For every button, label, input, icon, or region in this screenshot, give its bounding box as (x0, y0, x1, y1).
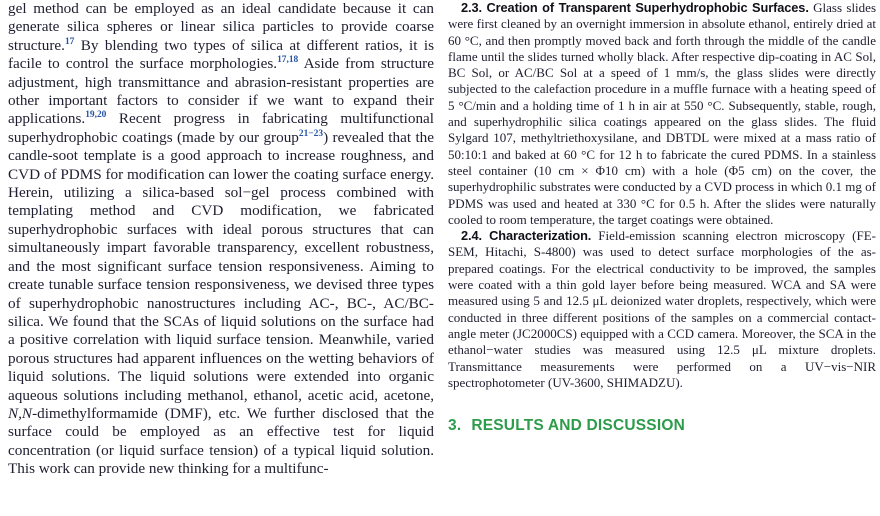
section-heading-2-4: 2.4. Characterization. (461, 228, 592, 244)
section-2-3-paragraph (448, 0, 876, 228)
section-2-4-paragraph (448, 228, 876, 391)
intro-text-6: -dimethylformamide (DMF), etc. We further disclosed that the surface could be employed as an effective test for liquid concentration (or liquid surface tension) of a typical liquid solution. This work can provide new thinking for a multifunc- (8, 404, 434, 478)
citation-ref-21-23[interactable]: 21−23 (298, 128, 324, 139)
citation-ref-17-18[interactable]: 17,18 (277, 55, 299, 66)
intro-text-3: Aside from structure adjustment, high transmittance and abrasion-resistant properties are other important factors to consider if we want to expand their applications. (8, 55, 434, 128)
section-2-4-body: Field-emission scanning electron microscopy (FE-SEM, Hitachi, S-4800) was used to detect surface morphologies of the as-prepared coatings. For the electrical conductivity to be improved, the samples were coated with a thin gold layer before being measured. WCA and SA were measured using 5 and 12.5 μL deionized water droplets, respectively, which were conducted in three different positions of the samples on a commercial contact-angle meter (JC2000CS) equipped with a CCD camera. Moreover, the SCA in the ethanol−water studies was measured using 12.5 μL mixture droplets. Transmittance measurements were performed on a UV−vis−NIR spectrophotometer (UV-3600, SHIMADZU). (448, 228, 876, 390)
section-2-3-body: Glass slides were first cleaned by an overnight immersion in absolute ethanol, entirely dried at 60 °C, and then promptly moved back and forth through the middle of the candle flame until the slides turned wholly black. After respective dip-coating in AC Sol, BC Sol, or AC/BC Sol at a speed of 1 mm/s, the glass slides were directly subjected to the calefaction procedure in a muffle furnace with a heating speed of 5 °C/min and a holding time of 1 h in air at 550 °C. Subsequently, stable, rough, and superhydrophilic silica coatings appeared on the glass slides. The fluid Sylgard 107, methyltriethoxysilane, and DBTDL were mixed at a mass ratio of 50:10:1 and baked at 60 °C for 12 h to fabricate the cured PDMS. In a stainless steel container (10 cm × Φ10 cm) with a hole (Φ5 cm) on the cover, the superhydrophilic substrates were conducted by a CVD process in which 0.1 mg of PDMS was used and heated at 330 °C for 0.5 h. After the slides were naturally cooled to room temperature, the target coatings were obtained. (448, 0, 876, 227)
left-column (8, 0, 434, 516)
chemical-name-italic: N,N (8, 404, 33, 422)
results-heading-number: 3. (448, 417, 462, 435)
citation-ref-19-20[interactable]: 19,20 (85, 110, 107, 121)
results-heading-title: RESULTS AND DISCUSSION (471, 417, 685, 435)
intro-text-1: gel method can be employed as an ideal candidate because it can generate silica spheres or linear silica particles to provide coarse structure. (8, 0, 434, 54)
results-and-discussion-heading (448, 418, 876, 434)
section-heading-2-3: 2.3. Creation of Transparent Superhydrophobic Surfaces. (461, 0, 809, 15)
citation-ref-17[interactable]: 17 (64, 36, 75, 47)
intro-paragraph (8, 0, 434, 479)
intro-text-2: By blending two types of silica at different ratios, it is facile to control the surface morphologies. (8, 36, 434, 73)
intro-text-4: Recent progress in fabricating multifunctional superhydrophobic coatings (made by our group (8, 110, 434, 146)
right-column (448, 0, 876, 516)
intro-text-5: ) revealed that the candle-soot template is a good approach to increase roughness, and CVD of PDMS for modification can lower the coating surface energy. Herein, utilizing a silica-based sol−gel process combined with templating method and CVD modification, we fabricated superhydrophobic surfaces with ideal porous structures that can simultaneously impart favorable transparency, excellent robustness, and the most significant surface tension responsiveness. Aiming to create tunable surface tension responsiveness, we devised three types of superhydrophobic nanostructures including AC-, BC-, AC/BC-silica. We found that the SCAs of liquid solutions on the surface had a positive correlation with liquid surface tension. Meanwhile, varied porous structures had apparent influences on the wetting behaviors of liquid solutions. The liquid solutions were extended into organic aqueous solutions including methanol, ethanol, acetic acid, acetone, (8, 128, 434, 404)
